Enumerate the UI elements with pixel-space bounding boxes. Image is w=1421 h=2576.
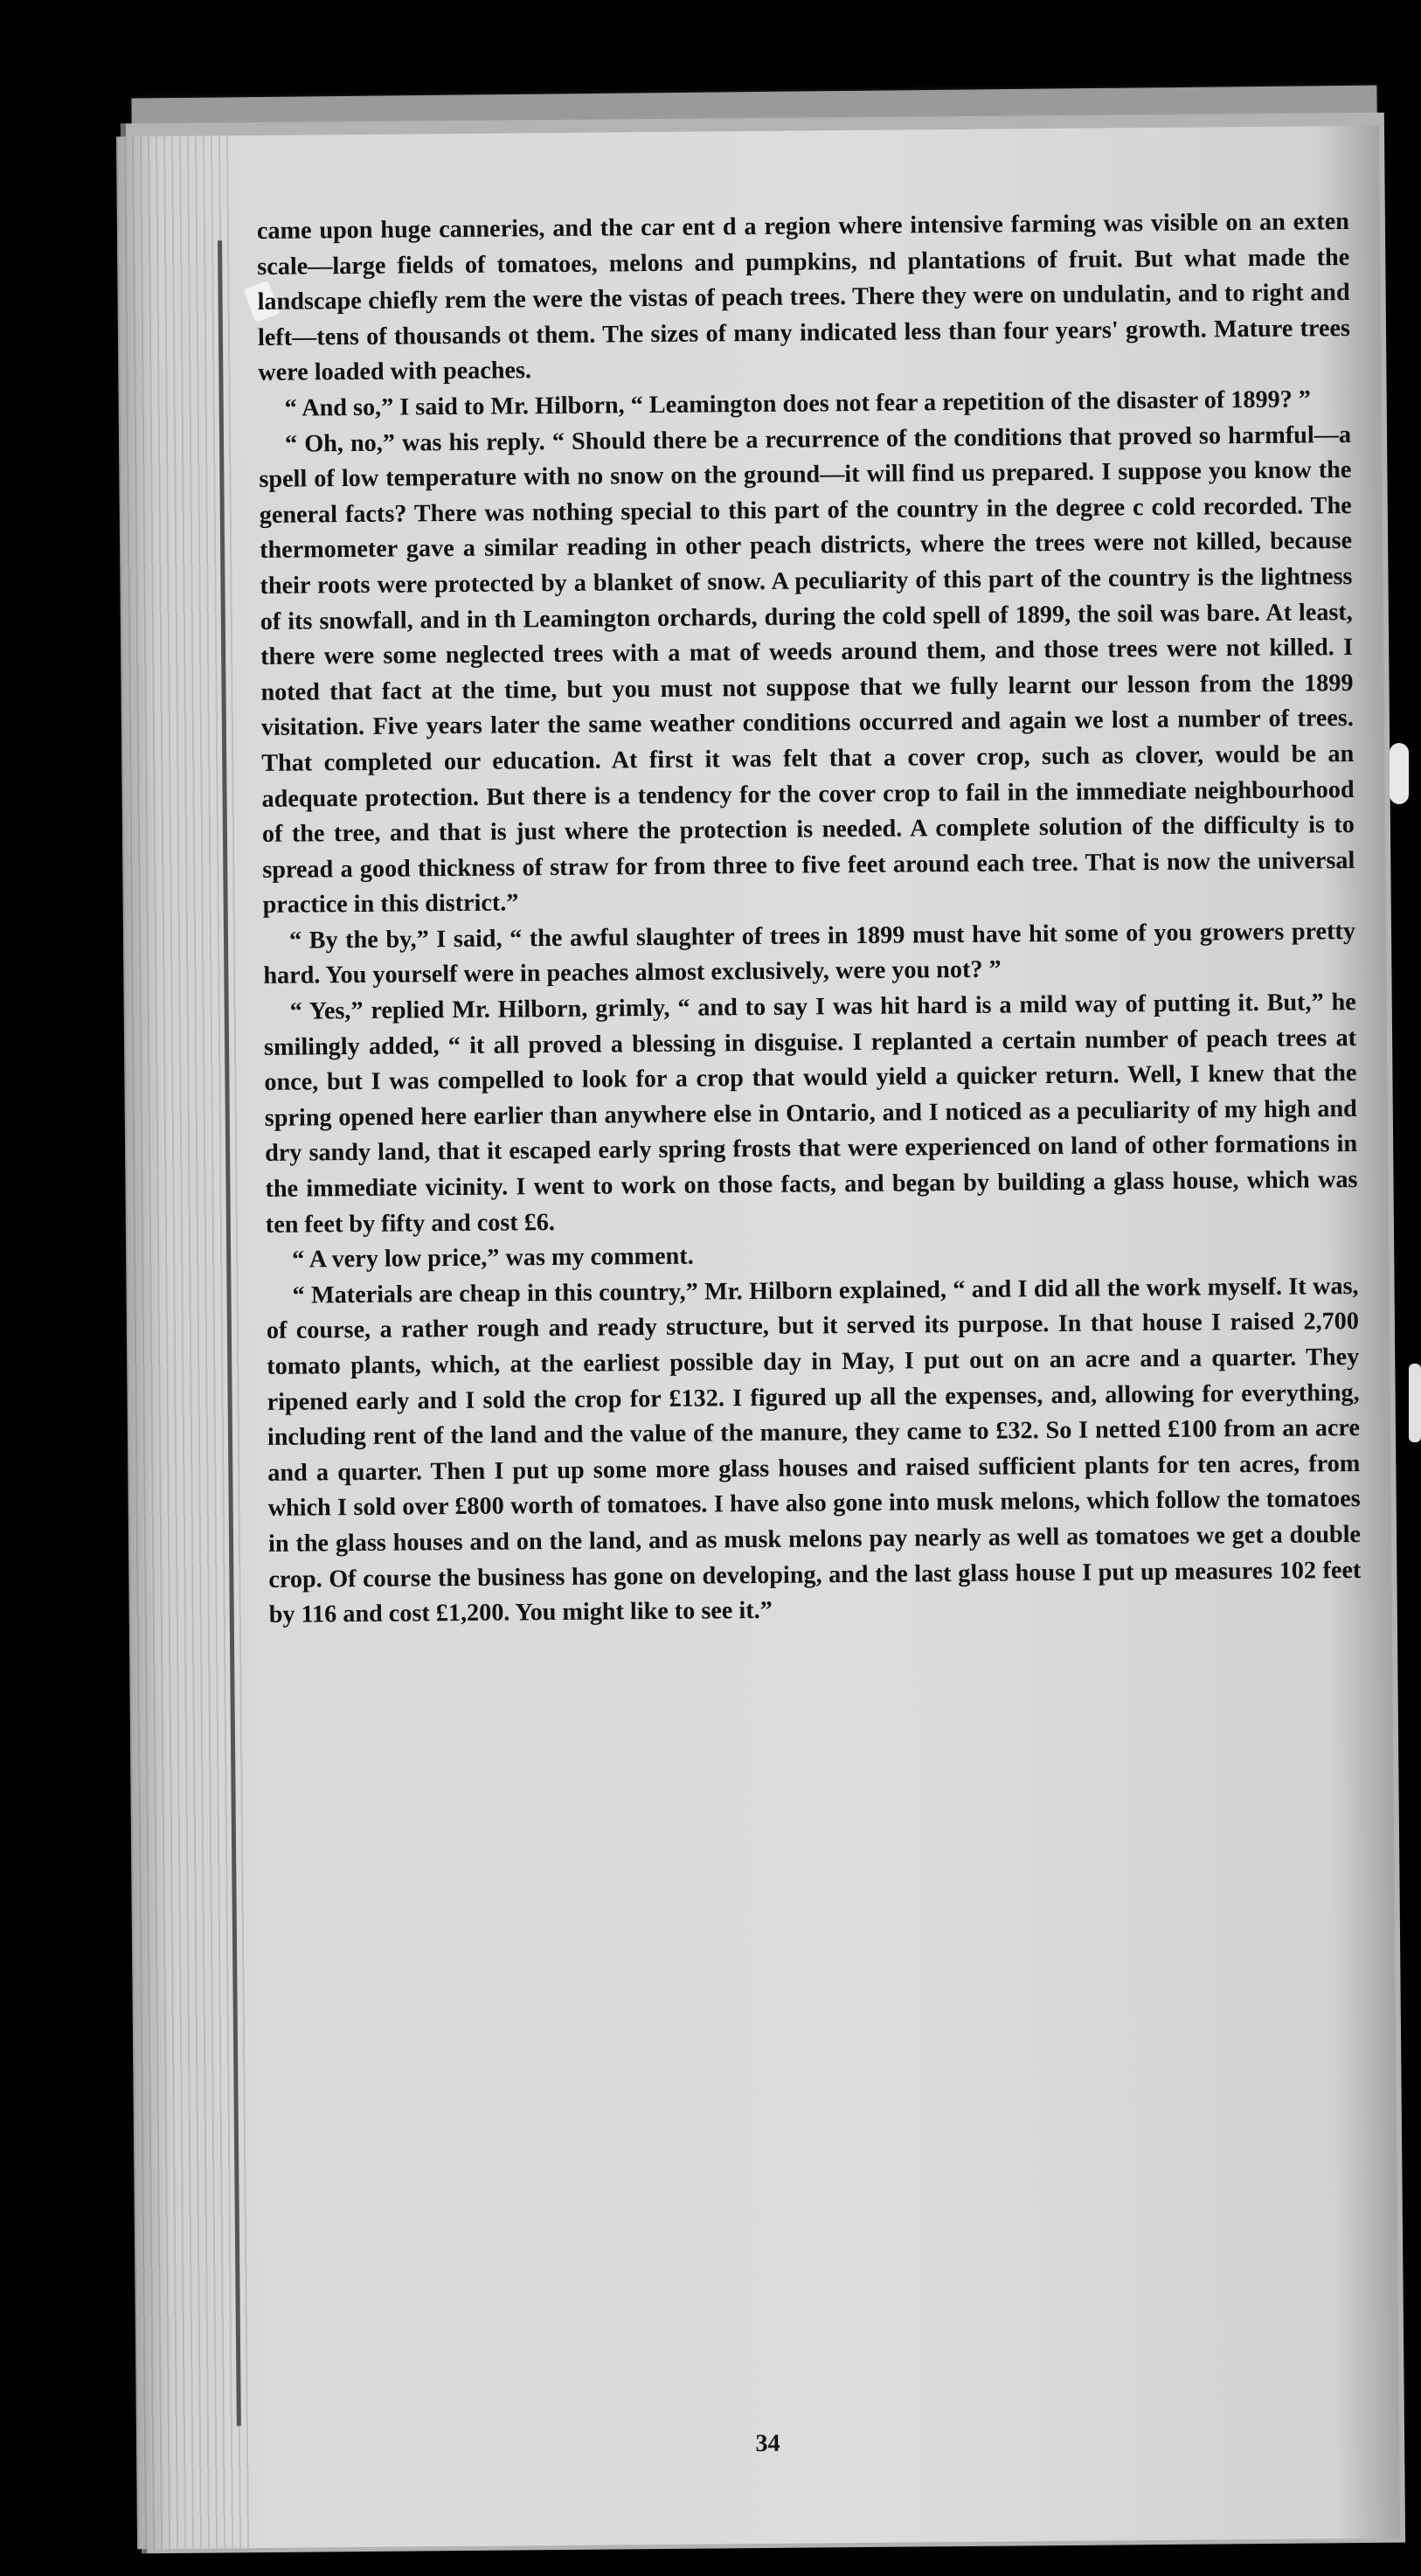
paragraph: came upon huge canneries, and the car ent d a region where intensive farming was visible on an exten scale—large fields of tomatoes, melons and pumpkins, nd plantations of fruit. But what made the landscape chiefly rem the were the vistas of peach trees. There they were on undulatin, and to right and left—tens of thousands ot them. The sizes of many indicated less than four years' growth. Mature trees were loaded with peaches. xyxy=(256,208,1351,387)
paragraph: “ Yes,” replied Mr. Hilborn, grimly, “ and to say I was hit hard is a mild way of putting it. But,” he smilingly added, “ it all proved a blessing in disguise. I replanted a certain number of peach trees at once, but I was compelled to look for a crop that would yield a quicker return. Well, I knew that the spring opened here earlier than anywhere else in Ontario, and I noticed as a peculiarity of my high and dry sandy land, that it escaped early spring frosts that were experienced on land of other formations in the immediate vicinity. I went to work on those facts, and began by building a glass house, which was ten feet by fifty and cost £6. xyxy=(263,989,1358,1239)
body-text xyxy=(257,205,1362,1634)
edge-mark xyxy=(1390,743,1409,804)
paragraph: “ Oh, no,” was his reply. “ Should there be a recurrence of the conditions that proved so harmful—a spell of low temperature with no snow on the ground—it will find us prepared. I suppose you know the general facts? There was nothing special to this part of the country in the degree c cold recorded. The thermometer gave a similar reading in other peach districts, where the trees were not killed, because their roots were protected by a blanket of snow. A peculiarity of this part of the country is the lightness of its snowfall, and in th Leamington orchards, during the cold spell of 1899, the soil was bare. At least, there were some neglected trees with a mat of weeds around them, and those trees were not killed. I noted that fact at the time, but you must not suppose that we fully learnt our lesson from the 1899 visitation. Five years later the same weather conditions occurred and again we lost a number of trees. That completed our education. At first it was felt that a cover crop, such as clover, would be an adequate protection. But there is a tendency for the cover crop to fail in the immediate neighbourhood of the tree, and that is just where the protection is needed. A complete solution of the difficulty is to spread a good thickness of straw for from three to five feet around each tree. That is now the universal practice in this district.” xyxy=(259,420,1355,920)
paragraph: “ And so,” I said to Mr. Hilborn, “ Leamington does not fear a repetition of the disaster of 1899? ” xyxy=(284,385,1312,422)
book-page xyxy=(116,126,1400,2550)
paragraph: “ A very low price,” was my comment. xyxy=(292,1242,694,1274)
edge-mark xyxy=(1409,1364,1421,1442)
page-number: 34 xyxy=(755,2429,780,2458)
paragraph: “ By the by,” I said, “ the awful slaughter of trees in 1899 must have hit some of you growers pretty hard. You yourself were in peaches almost exclusively, were you not? ” xyxy=(263,917,1356,990)
paragraph: “ Materials are cheap in this country,” Mr. Hilborn explained, “ and I did all the work myself. It was, of course, a rather rough and ready structure, but it served its purpose. In that house I raised 2,700 tomato plants, which, at the earliest possible day in May, I put out on an acre and a quarter. They ripened early and I sold the crop for £132. I figured up all the expenses, and, allowing for everything, including rent of the land and the value of the manure, they came to £32. So I netted £100 from an acre and a quarter. Then I put up some more glass houses and raised sufficient plants for ten acres, from which I sold over £800 worth of tomatoes. I have also gone into musk melons, which follow the tomatoes in the glass houses and on the land, and as musk melons pay nearly as well as tomatoes we get a double crop. Of course the business has gone on developing, and the last glass house I put up measures 102 feet by 116 and cost £1,200. You might like to see it.” xyxy=(266,1272,1362,1629)
